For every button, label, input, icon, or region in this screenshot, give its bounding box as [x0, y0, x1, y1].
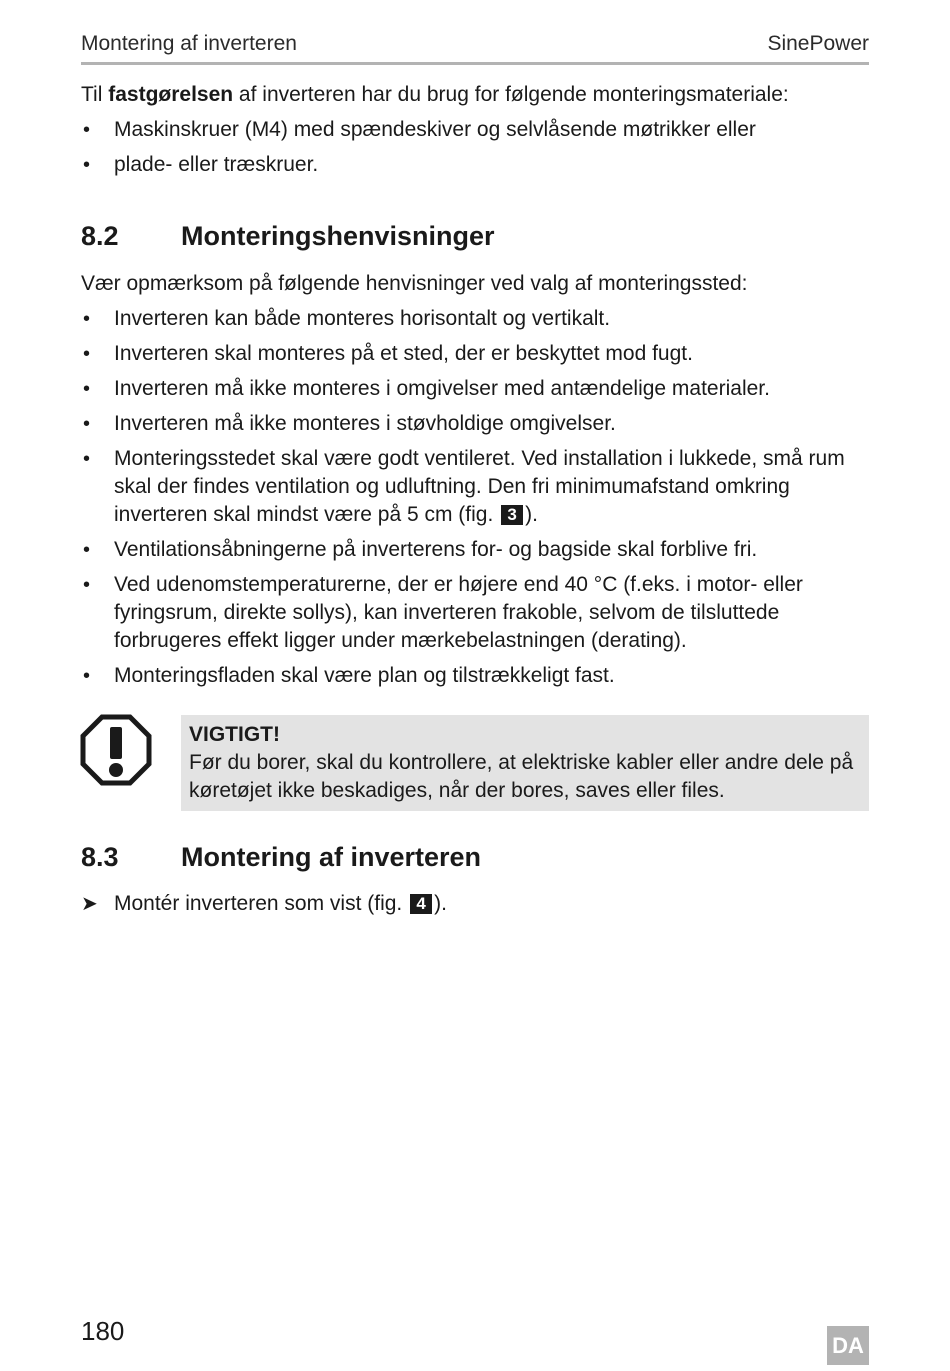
section-title: Montering af inverteren [181, 842, 482, 872]
list-item: • plade- eller træskruer. [81, 151, 869, 179]
language-tab: DA [827, 1326, 869, 1365]
intro-paragraph [81, 81, 869, 109]
section-heading-8-2 [81, 221, 495, 252]
list-item: • Inverteren skal monteres på et sted, der er beskyttet mod fugt. [81, 340, 869, 368]
intro-suffix: af inverteren har du brug for følgende monteringsmateriale: [233, 83, 789, 106]
action-text-end: ). [434, 892, 447, 915]
list-item: • Inverteren må ikke monteres i støvholdige omgivelser. [81, 410, 869, 438]
mounting-notes-list [81, 305, 869, 697]
list-item: • Inverteren må ikke monteres i omgivelser med antændelige materialer. [81, 375, 869, 403]
list-item: • Inverteren kan både monteres horisontalt og vertikalt. [81, 305, 869, 333]
section-title: Monteringshenvisninger [181, 221, 495, 251]
running-header [81, 30, 869, 65]
warning-text: Før du borer, skal du kontrollere, at elektriske kabler eller andre dele på køretøjet ikke beskadiges, når der bores, saves eller files. [189, 751, 854, 802]
list-item: • Ventilationsåbningerne på inverterens for- og bagside skal forblive fri. [81, 536, 869, 564]
ventilation-text-end: ). [525, 503, 538, 526]
section-heading-8-3 [81, 842, 481, 873]
section-number: 8.3 [81, 842, 119, 872]
list-item [81, 445, 869, 529]
section-8-2-lead: Vær opmærksom på følgende henvisninger ved valg af monteringssted: [81, 272, 748, 295]
list-item: • Maskinskruer (M4) med spændeskiver og selvlåsende møtrikker eller [81, 116, 869, 144]
page-number: 180 [81, 1316, 125, 1346]
header-product-name: SinePower [767, 32, 869, 55]
action-text: Montér inverteren som vist (fig. [114, 892, 409, 915]
figure-reference: 3 [501, 505, 523, 525]
action-step [81, 890, 447, 918]
list-item: • Monteringsfladen skal være plan og tilstrækkeligt fast. [81, 662, 869, 690]
header-section-title: Montering af inverteren [81, 32, 297, 55]
ventilation-text: Monteringsstedet skal være godt ventileret. Ved installation i lukkede, små rum skal der findes ventilation og udluftning. Den fri minimumafstand omkring inverteren skal mindst være på 5 cm (fig. [114, 447, 845, 526]
list-item: • Ved udenomstemperaturerne, der er højere end 40 °C (f.eks. i motor- eller fyringsrum, direkte sollys), kan inverteren frakoble, selvom de tilsluttede forbrugeres effekt ligger under mærkebelastningen (derating). [81, 571, 869, 655]
warning-octagon-icon [80, 714, 152, 786]
section-number: 8.2 [81, 221, 119, 251]
warning-box [181, 715, 869, 811]
intro-bold-term: fastgørelsen [108, 83, 234, 106]
action-arrow-icon: ➤ [81, 893, 98, 915]
intro-bullet-list [81, 116, 869, 186]
warning-title: VIGTIGT! [189, 723, 280, 746]
intro-prefix: Til [81, 83, 109, 106]
figure-reference: 4 [410, 894, 432, 914]
